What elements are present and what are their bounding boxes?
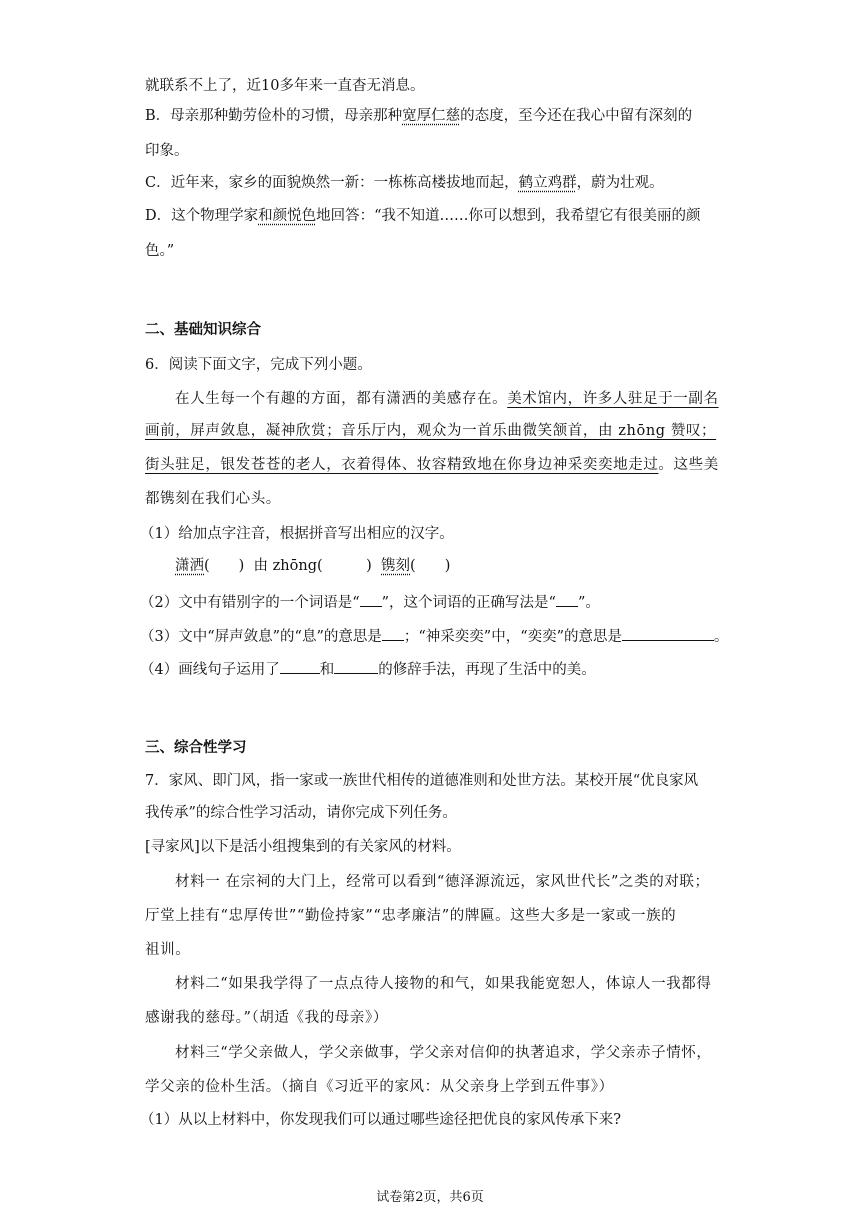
q5-option-d-line2: 色。” xyxy=(145,243,175,259)
underlined-sentence: 街头驻足，银发苍苍的老人，衣着得体、妆容精致地在你身边神采奕奕地走过 xyxy=(145,457,659,473)
dotted-word: 鹤立鸡群 xyxy=(518,175,577,191)
dotted-word: 潇洒 xyxy=(175,558,204,574)
section-title: 二、基础知识综合 xyxy=(145,322,261,338)
question-stem: 7．家风、即门风，指一家或一族世代相传的道德准则和处世方法。某校开展“优良家风 xyxy=(145,773,699,789)
underlined-sentence: 画前，屏声敛息，凝神欣赏；音乐厅内，观众为一首乐曲微笑颔首，由 zhōng 赞叹； xyxy=(145,423,717,439)
sub-question: （4）画线句子运用了 和 的修辞手法，再现了生活中的美。 xyxy=(140,659,596,680)
answer-blank[interactable] xyxy=(382,626,404,641)
q5-option-b-line2: 印象。 xyxy=(145,143,189,159)
task-heading: [寻家风]以下是活小组搜集到的有关家风的材料。 xyxy=(145,839,461,855)
answer-blank[interactable] xyxy=(622,626,714,641)
question-stem: 我传承”的综合性学习活动，请你完成下列任务。 xyxy=(145,805,457,821)
material-line: 材料三“学父亲做人，学父亲做事，学父亲对信仰的执著追求，学父亲赤子情怀， xyxy=(175,1045,712,1061)
pinyin-items: 潇洒( ) 由 zhōng( ) 镌刻( ) xyxy=(175,558,451,574)
dotted-word: 镌刻 xyxy=(381,558,411,574)
page-footer: 试卷第2页，共6页 xyxy=(376,1190,484,1205)
section-title: 三、综合性学习 xyxy=(145,740,247,756)
dotted-word: 宽厚仁慈 xyxy=(402,108,461,124)
material-line: 材料二“如果我学得了一点点待人接物的和气，如果我能宽恕人，体谅人一我都得 xyxy=(175,976,712,992)
q5-option-a-tail: 就联系不上了，近10多年来一直杳无消息。 xyxy=(145,78,425,94)
answer-blank[interactable] xyxy=(280,659,320,674)
q5-option-c: C．近年来，家乡的面貌焕然一新：一栋栋高楼拔地而起，鹤立鸡群，蔚为壮观。 xyxy=(145,175,664,191)
material-line: 厅堂上挂有“忠厚传世”“勤俭持家”“忠孝廉洁”的牌匾。这些大多是一家或一族的 xyxy=(145,908,677,924)
passage-line xyxy=(145,421,716,441)
answer-blank[interactable] xyxy=(334,659,378,674)
material-line: 学父亲的俭朴生活。（摘自《习近平的家风：从父亲身上学到五件事》） xyxy=(145,1079,614,1095)
dotted-word: 和颜悦色 xyxy=(258,208,317,224)
material-line: 祖训。 xyxy=(145,942,191,958)
material-line: 材料一 在宗祠的大门上，经常可以看到“德泽源流远，家风世代长”之类的对联； xyxy=(175,874,710,890)
q5-option-d-line1: D．这个物理学家和颜悦色地回答：“我不知道……你可以想到，我希望它有很美丽的颜 xyxy=(145,208,701,224)
underlined-sentence: 美术馆内，许多人驻足于一副名 xyxy=(507,391,719,407)
passage-line: 在人生每一个有趣的方面，都有潇洒的美感存在。美术馆内，许多人驻足于一副名 xyxy=(175,391,719,407)
sub-question: （1）给加点字注音，根据拼音写出相应的汉字。 xyxy=(140,526,454,542)
question-stem: 6．阅读下面文字，完成下列小题。 xyxy=(145,357,372,373)
passage-line: 都镌刻在我们心头。 xyxy=(145,491,281,507)
sub-question: （1）从以上材料中，你发现我们可以通过哪些途径把优良的家风传承下来? xyxy=(140,1112,621,1128)
material-line: 感谢我的慈母。”（胡适《我的母亲》） xyxy=(145,1010,388,1026)
sub-question: （2）文中有错别字的一个词语是“ ”，这个词语的正确写法是“ ”。 xyxy=(140,592,600,613)
sub-question: （3）文中“屏声敛息”的“息”的意思是 ；“神采奕奕”中，“奕奕”的意思是 。 xyxy=(140,626,729,647)
passage-line: 街头驻足，银发苍苍的老人，衣着得体、妆容精致地在你身边神采奕奕地走过。这些美 xyxy=(145,457,719,473)
answer-blank[interactable] xyxy=(556,592,578,607)
answer-blank[interactable] xyxy=(360,592,382,607)
q5-option-b-line1: B．母亲那种勤劳俭朴的习惯，母亲那种宽厚仁慈的态度，至今还在我心中留有深刻的 xyxy=(145,108,693,124)
